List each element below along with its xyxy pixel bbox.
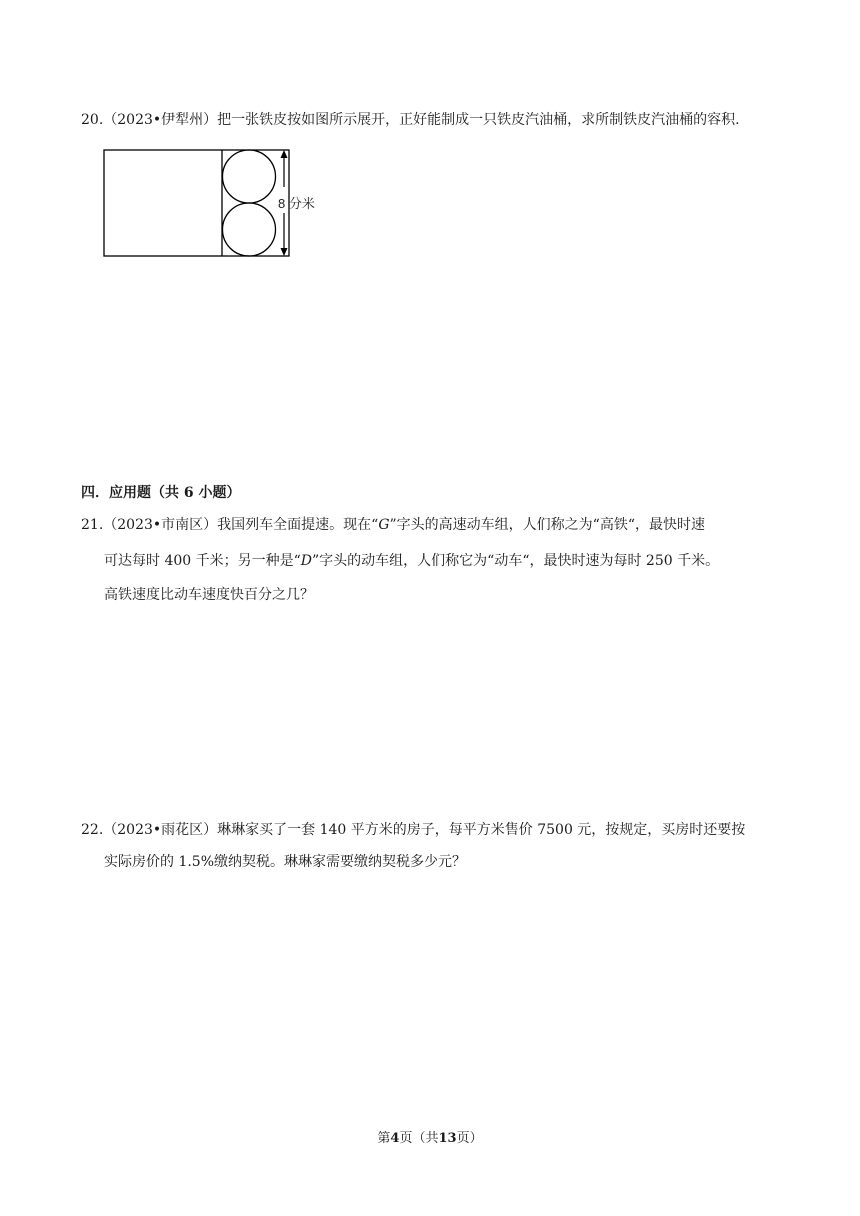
question-20 [81, 110, 740, 130]
arrow-up-icon [281, 150, 288, 158]
arrow-down-icon [281, 248, 288, 256]
question-number: 22. [81, 822, 104, 838]
question-number: 21. [81, 517, 104, 533]
net-outer-rectangle [104, 150, 289, 256]
top-circle [223, 150, 276, 203]
footer-text: 页） [456, 1131, 483, 1146]
question-source: （2023•市南区） [103, 517, 218, 533]
question-text: 可达每时 400 千米；另一种是“ [104, 553, 301, 569]
section-title: 四．应用题（共 6 小题） [81, 485, 241, 501]
footer-text: 第 [377, 1131, 391, 1146]
question-text: ”字头的高速动车组，人们称之为“高铁“，最快时速 [389, 517, 705, 533]
oil-drum-net-figure [103, 147, 315, 261]
question-21-line-1 [81, 515, 705, 535]
question-source: （2023•伊犁州） [103, 112, 218, 128]
page-footer [0, 1129, 860, 1149]
question-text: 把一张铁皮按如图所示展开，正好能制成一只铁皮汽油桶，求所制铁皮汽油桶的容积. [217, 112, 740, 128]
variable-g: G [378, 517, 390, 533]
page-number: 4 [390, 1131, 400, 1146]
question-text: ”字头的动车组，人们称它为“动车“，最快时速为每时 250 千米。 [312, 553, 720, 569]
question-number: 20. [81, 112, 104, 128]
variable-d: D [300, 553, 313, 569]
question-text: 我国列车全面提速。现在“ [217, 517, 379, 533]
footer-text: 页（共 [399, 1131, 439, 1146]
question-22-line-1 [81, 820, 745, 840]
question-22-line-2: 实际房价的 1.5%缴纳契税。琳琳家需要缴纳契税多少元？ [104, 854, 467, 870]
question-21-line-2 [104, 551, 719, 571]
question-21-line-3: 高铁速度比动车速度快百分之几？ [104, 587, 314, 603]
question-text: 琳琳家买了一套 140 平方米的房子，每平方米售价 7500 元，按规定，买房时还要按 [217, 822, 746, 838]
question-source: （2023•雨花区） [103, 822, 218, 838]
bottom-circle [223, 203, 276, 256]
page-total: 13 [438, 1131, 457, 1146]
dimension-label: 8 分米 [278, 196, 315, 211]
